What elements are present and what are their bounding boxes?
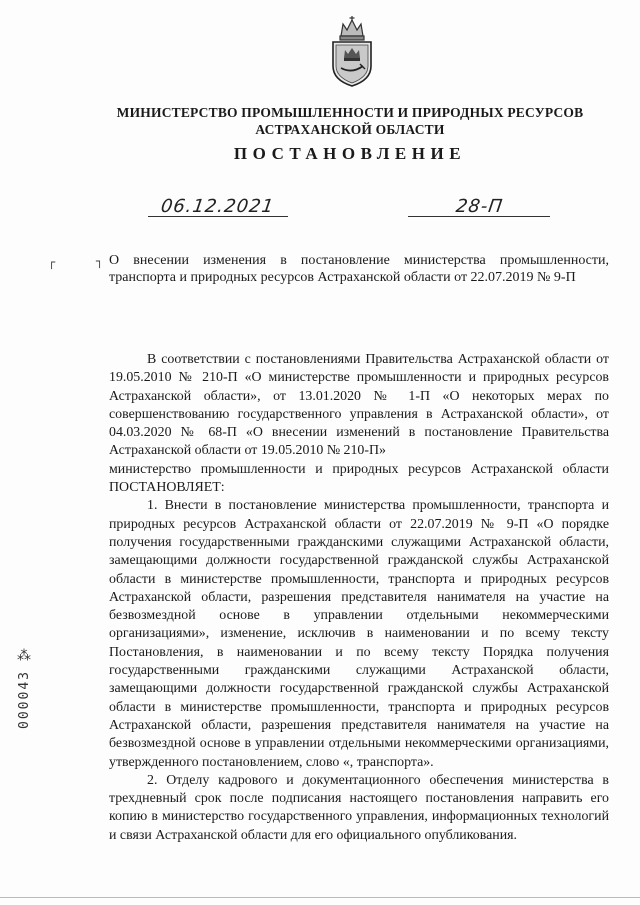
subject-corner-left-mark: ┌ <box>48 255 56 269</box>
decree-subject: О внесении изменения в постановление министерства промышленности, транспорта и природных ресурсов Астраханской области от 22.07.2019 № 9-П <box>109 253 609 285</box>
body-paragraph-resolves: министерство промышленности и природных ресурсов Астраханской области ПОСТАНОВЛЯЕТ: <box>109 461 609 496</box>
body-paragraph-item-2: 2. Отделу кадрового и документационного обеспечения министерства в трехдневный срок после подписания настоящего постановления направить его копию в министерство государственного управления, информационных технологий и связи Астраханской области для его официального опубликования. <box>109 772 609 843</box>
coat-of-arms-icon <box>327 14 377 88</box>
decree-number-field <box>408 196 550 217</box>
bottom-scan-edge <box>0 897 640 898</box>
subject-corner-right-mark: ┐ <box>96 254 104 268</box>
decree-date-field <box>148 196 288 217</box>
ministry-name-line1: МИНИСТЕРСТВО ПРОМЫШЛЕННОСТИ И ПРИРОДНЫХ РЕСУРСОВ <box>116 105 584 120</box>
decree-body <box>109 351 609 845</box>
body-paragraph-preamble: В соответствии с постановлениями Правительства Астраханской области от 19.05.2010 № 210-П «О министерстве промышленности и природных ресурсов Астраханской области», от 13.01.2020 № 1-П «О некоторых мерах по совершенствованию государственного управления в Астраханской области», от 04.03.2020 № 68-П «О внесении изменений в постановление Правительства Астраханской области от 19.05.2010 № 210-П» <box>109 352 609 459</box>
document-type-title: ПОСТАНОВЛЕНИЕ <box>233 144 467 163</box>
side-stamp-number: 000043 <box>16 670 32 729</box>
ministry-name-line2: АСТРАХАНСКОЙ ОБЛАСТИ <box>255 122 445 137</box>
side-registration-stamp <box>14 648 34 729</box>
decree-number: 28-П <box>454 196 504 217</box>
side-stamp-mark: ⁂ <box>17 648 31 664</box>
body-paragraph-item-1: 1. Внести в постановление министерства промышленности, транспорта и природных ресурсов Астраханской области от 22.07.2019 № 9-П «О порядке получения государственными гражданскими служащими Астраханской области, замещающими должности государственной гражданской службы Астраханской области в министерстве промышленности, транспорта и природных ресурсов Астраханской области, разрешения представителя нанимателя на участие на безвозмездной основе в управлении отдельными некоммерческими организациями», изменение, исключив в наименовании и по всему тексту Постановления, в наименовании и по всему тексту Порядка получения государственными гражданскими служащими Астраханской области, замещающими должности государственной гражданской службы Астраханской области в министерстве промышленности, транспорта и природных ресурсов Астраханской области, разрешения представителя нанимателя на участие на безвозмездной основе в управлении отдельными некоммерческими организациями, утвержденного постановлением, слово «, транспорта». <box>109 498 609 770</box>
ministry-name <box>60 104 640 138</box>
decree-date: 06.12.2021 <box>159 196 277 217</box>
